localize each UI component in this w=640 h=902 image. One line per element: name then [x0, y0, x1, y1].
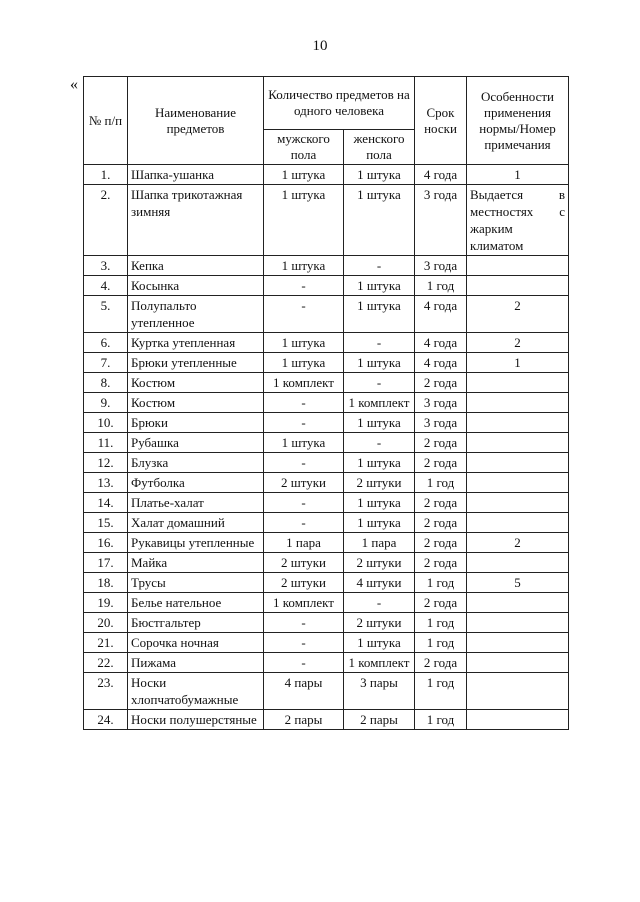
- item-name: Платье-халат: [128, 493, 264, 513]
- note: [467, 276, 569, 296]
- table-row: [84, 533, 569, 553]
- wear-term: 1 год: [415, 613, 467, 633]
- note: [467, 413, 569, 433]
- table-row: [84, 276, 569, 296]
- wear-term: 2 года: [415, 433, 467, 453]
- note: [467, 673, 569, 710]
- female-quantity: 1 штука: [344, 493, 415, 513]
- item-name: Кепка: [128, 256, 264, 276]
- male-quantity: -: [264, 653, 344, 673]
- male-quantity: -: [264, 493, 344, 513]
- female-quantity: 3 пары: [344, 673, 415, 710]
- female-quantity: 1 штука: [344, 453, 415, 473]
- header-quantity: Количество предметов на одного человека: [264, 77, 415, 130]
- wear-term: 2 года: [415, 533, 467, 553]
- female-quantity: -: [344, 333, 415, 353]
- row-number: 23.: [84, 673, 128, 710]
- table-body: [84, 165, 569, 730]
- male-quantity: 2 штуки: [264, 473, 344, 493]
- female-quantity: 2 штуки: [344, 613, 415, 633]
- note: [467, 256, 569, 276]
- wear-term: 2 года: [415, 373, 467, 393]
- female-quantity: 1 штука: [344, 633, 415, 653]
- wear-term: 4 года: [415, 333, 467, 353]
- row-number: 22.: [84, 653, 128, 673]
- wear-term: 4 года: [415, 165, 467, 185]
- male-quantity: 1 штука: [264, 353, 344, 373]
- item-name: Шапка трикотажная зимняя: [128, 185, 264, 256]
- table-row: [84, 653, 569, 673]
- wear-term: 1 год: [415, 710, 467, 730]
- note: 2: [467, 533, 569, 553]
- header-male: мужского пола: [264, 130, 344, 165]
- row-number: 17.: [84, 553, 128, 573]
- note: [467, 553, 569, 573]
- table-row: [84, 353, 569, 373]
- row-number: 6.: [84, 333, 128, 353]
- note: Выдается в местностях с жарким климатом: [467, 185, 569, 256]
- male-quantity: 1 штука: [264, 256, 344, 276]
- wear-term: 2 года: [415, 493, 467, 513]
- row-number: 11.: [84, 433, 128, 453]
- wear-term: 2 года: [415, 593, 467, 613]
- wear-term: 3 года: [415, 413, 467, 433]
- note: 1: [467, 165, 569, 185]
- male-quantity: -: [264, 296, 344, 333]
- table-row: [84, 393, 569, 413]
- female-quantity: -: [344, 373, 415, 393]
- wear-term: 4 года: [415, 296, 467, 333]
- item-name: Носки хлопчатобумажные: [128, 673, 264, 710]
- wear-term: 2 года: [415, 513, 467, 533]
- item-name: Халат домашний: [128, 513, 264, 533]
- female-quantity: 1 штука: [344, 276, 415, 296]
- opening-quote-mark: «: [70, 76, 78, 93]
- male-quantity: 1 штука: [264, 433, 344, 453]
- wear-term: 3 года: [415, 256, 467, 276]
- table-row: [84, 165, 569, 185]
- note: 2: [467, 296, 569, 333]
- row-number: 21.: [84, 633, 128, 653]
- wear-term: 4 года: [415, 353, 467, 373]
- male-quantity: 1 пара: [264, 533, 344, 553]
- male-quantity: 4 пары: [264, 673, 344, 710]
- item-name: Носки полушерстяные: [128, 710, 264, 730]
- male-quantity: 1 комплект: [264, 373, 344, 393]
- note: 2: [467, 333, 569, 353]
- row-number: 3.: [84, 256, 128, 276]
- note: [467, 433, 569, 453]
- female-quantity: 1 пара: [344, 533, 415, 553]
- table-row: [84, 373, 569, 393]
- note: [467, 473, 569, 493]
- note: [467, 493, 569, 513]
- row-number: 15.: [84, 513, 128, 533]
- row-number: 24.: [84, 710, 128, 730]
- table-row: [84, 613, 569, 633]
- item-name: Полупальто утепленное: [128, 296, 264, 333]
- wear-term: 2 года: [415, 553, 467, 573]
- table-row: [84, 453, 569, 473]
- header-female: женского пола: [344, 130, 415, 165]
- item-name: Рукавицы утепленные: [128, 533, 264, 553]
- table-row: [84, 553, 569, 573]
- female-quantity: 2 пары: [344, 710, 415, 730]
- row-number: 13.: [84, 473, 128, 493]
- item-name: Брюки: [128, 413, 264, 433]
- item-name: Бюстгальтер: [128, 613, 264, 633]
- male-quantity: 1 комплект: [264, 593, 344, 613]
- row-number: 12.: [84, 453, 128, 473]
- item-name: Косынка: [128, 276, 264, 296]
- clothing-norms-table: [83, 76, 569, 730]
- male-quantity: -: [264, 453, 344, 473]
- female-quantity: 4 штуки: [344, 573, 415, 593]
- item-name: Блузка: [128, 453, 264, 473]
- wear-term: 2 года: [415, 453, 467, 473]
- table-row: [84, 513, 569, 533]
- item-name: Трусы: [128, 573, 264, 593]
- item-name: Майка: [128, 553, 264, 573]
- wear-term: 2 года: [415, 653, 467, 673]
- note: [467, 373, 569, 393]
- female-quantity: 1 комплект: [344, 653, 415, 673]
- note: [467, 593, 569, 613]
- table-row: [84, 473, 569, 493]
- table-row: [84, 333, 569, 353]
- item-name: Костюм: [128, 373, 264, 393]
- table-row: [84, 573, 569, 593]
- row-number: 19.: [84, 593, 128, 613]
- row-number: 10.: [84, 413, 128, 433]
- item-name: Шапка-ушанка: [128, 165, 264, 185]
- table-row: [84, 296, 569, 333]
- male-quantity: -: [264, 613, 344, 633]
- row-number: 20.: [84, 613, 128, 633]
- female-quantity: -: [344, 593, 415, 613]
- wear-term: 1 год: [415, 573, 467, 593]
- row-number: 1.: [84, 165, 128, 185]
- female-quantity: 1 штука: [344, 185, 415, 256]
- item-name: Брюки утепленные: [128, 353, 264, 373]
- note: [467, 393, 569, 413]
- row-number: 14.: [84, 493, 128, 513]
- note: [467, 653, 569, 673]
- female-quantity: 2 штуки: [344, 473, 415, 493]
- row-number: 5.: [84, 296, 128, 333]
- male-quantity: 2 штуки: [264, 573, 344, 593]
- row-number: 8.: [84, 373, 128, 393]
- item-name: Рубашка: [128, 433, 264, 453]
- female-quantity: 1 штука: [344, 296, 415, 333]
- page-number: 10: [312, 38, 328, 54]
- header-number: № п/п: [84, 77, 128, 165]
- male-quantity: 1 штука: [264, 185, 344, 256]
- wear-term: 1 год: [415, 673, 467, 710]
- note: [467, 710, 569, 730]
- table-row: [84, 633, 569, 653]
- female-quantity: -: [344, 256, 415, 276]
- row-number: 7.: [84, 353, 128, 373]
- female-quantity: 1 штука: [344, 353, 415, 373]
- row-number: 4.: [84, 276, 128, 296]
- table-row: [84, 593, 569, 613]
- note: [467, 453, 569, 473]
- row-number: 9.: [84, 393, 128, 413]
- wear-term: 1 год: [415, 276, 467, 296]
- wear-term: 3 года: [415, 393, 467, 413]
- table-row: [84, 433, 569, 453]
- note: [467, 513, 569, 533]
- male-quantity: -: [264, 413, 344, 433]
- female-quantity: 1 комплект: [344, 393, 415, 413]
- female-quantity: 1 штука: [344, 165, 415, 185]
- item-name: Футболка: [128, 473, 264, 493]
- item-name: Белье нательное: [128, 593, 264, 613]
- wear-term: 3 года: [415, 185, 467, 256]
- row-number: 16.: [84, 533, 128, 553]
- table-row: [84, 185, 569, 256]
- header-wear-term: Срок носки: [415, 77, 467, 165]
- table-row: [84, 413, 569, 433]
- male-quantity: 2 пары: [264, 710, 344, 730]
- item-name: Пижама: [128, 653, 264, 673]
- row-number: 2.: [84, 185, 128, 256]
- female-quantity: -: [344, 433, 415, 453]
- note: [467, 633, 569, 653]
- male-quantity: 1 штука: [264, 333, 344, 353]
- wear-term: 1 год: [415, 633, 467, 653]
- row-number: 18.: [84, 573, 128, 593]
- item-name: Сорочка ночная: [128, 633, 264, 653]
- female-quantity: 2 штуки: [344, 553, 415, 573]
- female-quantity: 1 штука: [344, 513, 415, 533]
- male-quantity: 1 штука: [264, 165, 344, 185]
- male-quantity: 2 штуки: [264, 553, 344, 573]
- table-row: [84, 256, 569, 276]
- wear-term: 1 год: [415, 473, 467, 493]
- note: 5: [467, 573, 569, 593]
- male-quantity: -: [264, 276, 344, 296]
- male-quantity: -: [264, 393, 344, 413]
- female-quantity: 1 штука: [344, 413, 415, 433]
- table-row: [84, 493, 569, 513]
- item-name: Костюм: [128, 393, 264, 413]
- header-notes: Особенности применения нормы/Номер примечания: [467, 77, 569, 165]
- male-quantity: -: [264, 633, 344, 653]
- table-row: [84, 710, 569, 730]
- header-item-name: Наименование предметов: [128, 77, 264, 165]
- item-name: Куртка утепленная: [128, 333, 264, 353]
- note: 1: [467, 353, 569, 373]
- note: [467, 613, 569, 633]
- male-quantity: -: [264, 513, 344, 533]
- table-row: [84, 673, 569, 710]
